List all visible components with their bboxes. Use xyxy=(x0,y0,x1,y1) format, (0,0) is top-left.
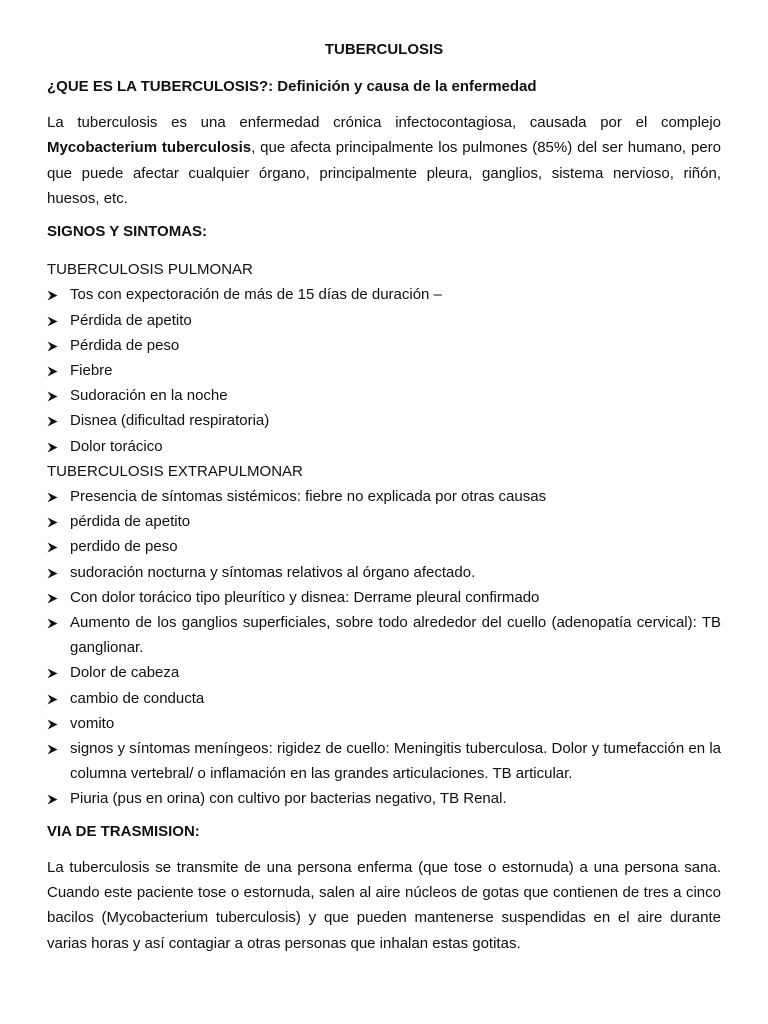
arrowhead-bullet-icon xyxy=(47,719,58,730)
list-item-text: Presencia de síntomas sistémicos: fiebre no explicada por otras causas xyxy=(70,488,547,506)
section-heading-definition: ¿QUE ES LA TUBERCULOSIS?: Definición y causa de la enfermedad xyxy=(47,78,537,95)
arrowhead-bullet-icon xyxy=(47,391,58,402)
document-page xyxy=(47,40,721,956)
list-item xyxy=(47,383,721,408)
arrowhead-bullet-icon xyxy=(47,593,58,604)
list-item-text: Con dolor torácico tipo pleurítico y disnea: Derrame pleural confirmado xyxy=(70,588,540,606)
list-item xyxy=(47,484,721,509)
arrowhead-bullet-icon xyxy=(47,794,58,805)
list-item-text: pérdida de apetito xyxy=(70,513,191,531)
transmission-paragraph: La tuberculosis se transmite de una persona enferma (que tose o estornuda) a una persona sana. Cuando este paciente tose o estornuda, salen al aire núcleos de gotas que contienen de tres a cinco bacilos (Mycobacterium tuberculosis) y que pueden mantenerse suspendidas en el aire durante varias horas y así contagiar a otras personas que inhalan estas gotitas. xyxy=(47,858,721,952)
list-item-text: Dolor torácico xyxy=(70,437,163,455)
list-item xyxy=(47,534,721,559)
list-item xyxy=(47,408,721,433)
list-item xyxy=(47,660,721,685)
list-item-text: Pérdida de peso xyxy=(70,336,180,354)
list-item-text: cambio de conducta xyxy=(70,689,205,707)
extrapulmonar-label: TUBERCULOSIS EXTRAPULMONAR xyxy=(47,462,303,480)
arrowhead-bullet-icon xyxy=(47,290,58,301)
list-item xyxy=(47,434,721,459)
list-item xyxy=(47,610,721,660)
list-item xyxy=(47,333,721,358)
list-item xyxy=(47,308,721,333)
pulmonar-label: TUBERCULOSIS PULMONAR xyxy=(47,261,253,279)
list-item-text: Aumento de los ganglios superficiales, sobre todo alrededor del cuello (adenopatía cervical): TB ganglionar. xyxy=(70,614,721,657)
list-item xyxy=(47,560,721,585)
list-item-text: vomito xyxy=(70,714,115,732)
list-item-text: sudoración nocturna y síntomas relativos al órgano afectado. xyxy=(70,563,476,581)
section-heading-transmission: VIA DE TRASMISION: xyxy=(47,822,200,840)
arrowhead-bullet-icon xyxy=(47,341,58,352)
arrowhead-bullet-icon xyxy=(47,316,58,327)
arrowhead-bullet-icon xyxy=(47,694,58,705)
list-item xyxy=(47,786,721,811)
section-heading-signs: SIGNOS Y SINTOMAS: xyxy=(47,223,208,241)
list-item xyxy=(47,736,721,786)
list-item xyxy=(47,282,721,307)
arrowhead-bullet-icon xyxy=(47,744,58,755)
list-item xyxy=(47,585,721,610)
list-item-text: Fiebre xyxy=(70,362,113,379)
arrowhead-bullet-icon xyxy=(47,492,58,503)
list-item-text: Tos con expectoración de más de 15 días de duración – xyxy=(70,286,442,304)
arrowhead-bullet-icon xyxy=(47,618,58,629)
list-item-text: Piuria (pus en orina) con cultivo por bacterias negativo, TB Renal. xyxy=(70,790,507,808)
extrapulmonar-symptom-list xyxy=(47,484,721,812)
intro-text-part1: La tuberculosis es una enfermedad crónica infectocontagiosa, causada por el complejo xyxy=(47,114,721,131)
arrowhead-bullet-icon xyxy=(47,568,58,579)
intro-paragraph xyxy=(47,110,721,211)
pulmonar-symptom-list xyxy=(47,282,721,458)
list-item-text: Sudoración en la noche xyxy=(70,387,228,405)
arrowhead-bullet-icon xyxy=(47,668,58,679)
arrowhead-bullet-icon xyxy=(47,416,58,427)
intro-bold-term: Mycobacterium tuberculosis xyxy=(47,139,252,157)
arrowhead-bullet-icon xyxy=(47,542,58,553)
list-item-text: Dolor de cabeza xyxy=(70,664,180,682)
list-item-text: perdido de peso xyxy=(70,538,178,556)
list-item xyxy=(47,686,721,711)
list-item xyxy=(47,358,721,383)
list-item-text: Pérdida de apetito xyxy=(70,311,192,329)
list-item-text: signos y síntomas meníngeos: rigidez de cuello: Meningitis tuberculosa. Dolor y tumefacción en la columna vertebral/ o inflamación en las grandes articulaciones. TB articular. xyxy=(70,740,721,783)
arrowhead-bullet-icon xyxy=(47,517,58,528)
arrowhead-bullet-icon xyxy=(47,366,58,377)
list-item-text: Disnea (dificultad respiratoria) xyxy=(70,412,270,430)
intro-text-part2: , que afecta principalmente los pulmones (85%) del ser humano, pero que puede afectar cualquier órgano, principalmente pleura, ganglios, sistema nervioso, riñón, huesos, etc. xyxy=(47,139,721,207)
document-title: TUBERCULOSIS xyxy=(324,41,444,58)
list-item xyxy=(47,711,721,736)
arrowhead-bullet-icon xyxy=(47,442,58,453)
list-item xyxy=(47,509,721,534)
